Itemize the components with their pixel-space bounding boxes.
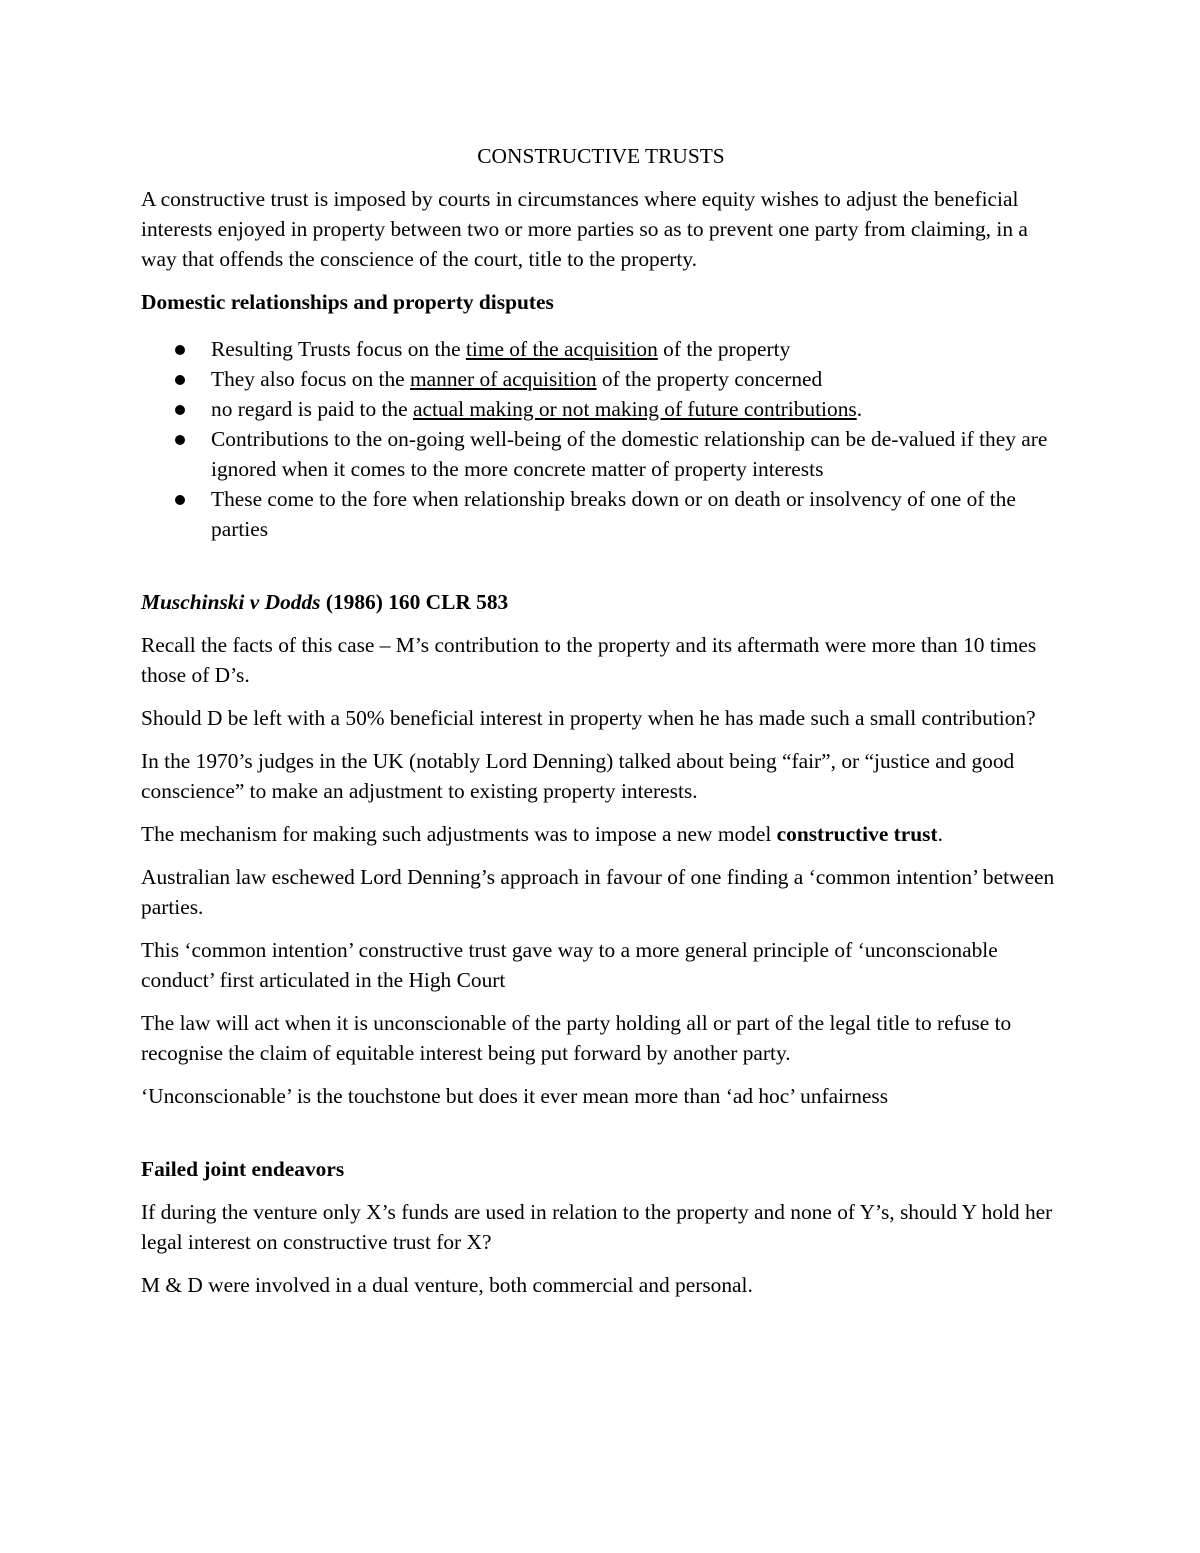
paragraph: This ‘common intention’ constructive trust gave way to a more general principle of ‘unconscionable conduct’ first articulated in the High Court <box>141 938 998 992</box>
document-body <box>141 141 1061 1313</box>
bullet-list <box>141 334 1061 544</box>
list-item: no regard is paid to the actual making or not making of future contributions. <box>141 394 1061 424</box>
underlined-text: time of the acquisition <box>465 337 658 361</box>
paragraph-mechanism: The mechanism for making such adjustments was to impose a new model constructive trust. <box>141 822 943 846</box>
section-heading-domestic: Domestic relationships and property disputes <box>141 290 554 314</box>
paragraph: The law will act when it is unconscionable of the party holding all or part of the legal title to refuse to recognise the claim of equitable interest being put forward by another party. <box>141 1011 1012 1065</box>
case-heading <box>141 587 1061 617</box>
bullet-icon <box>175 375 185 385</box>
section-heading-failed-joint: Failed joint endeavors <box>141 1157 345 1181</box>
case-citation: (1986) 160 CLR 583 <box>320 590 509 614</box>
bullet-icon <box>175 495 185 505</box>
list-item: Resulting Trusts focus on the time of the acquisition of the property <box>141 334 1061 364</box>
paragraph: Recall the facts of this case – M’s contribution to the property and its aftermath were more than 10 times those of D’s. <box>141 633 1037 687</box>
paragraph: Australian law eschewed Lord Denning’s approach in favour of one finding a ‘common intention’ between parties. <box>141 865 1055 919</box>
paragraph: M & D were involved in a dual venture, both commercial and personal. <box>141 1273 753 1297</box>
list-item: These come to the fore when relationship breaks down or on death or insolvency of one of the parties <box>141 484 1061 544</box>
paragraph: If during the venture only X’s funds are used in relation to the property and none of Y’s, should Y hold her legal interest on constructive trust for X? <box>141 1200 1053 1254</box>
spacer <box>141 557 1061 587</box>
bullet-icon <box>175 345 185 355</box>
underlined-text: actual making or not making of future contributions <box>412 397 857 421</box>
underlined-text: manner of acquisition <box>410 367 597 391</box>
paragraph: In the 1970’s judges in the UK (notably Lord Denning) talked about being “fair”, or “justice and good conscience” to make an adjustment to existing property interests. <box>141 749 1015 803</box>
bullet-icon <box>175 405 185 415</box>
bold-term: constructive trust <box>776 822 938 846</box>
list-item: They also focus on the manner of acquisition of the property concerned <box>141 364 1061 394</box>
spacer <box>141 1124 1061 1154</box>
paragraph: ‘Unconscionable’ is the touchstone but does it ever mean more than ‘ad hoc’ unfairness <box>141 1084 889 1108</box>
bullet-icon <box>175 435 185 445</box>
paragraph: Should D be left with a 50% beneficial interest in property when he has made such a small contribution? <box>141 706 1036 730</box>
page-title: CONSTRUCTIVE TRUSTS <box>477 144 725 168</box>
case-name: Muschinski v Dodds <box>141 590 321 614</box>
list-item: Contributions to the on-going well-being of the domestic relationship can be de-valued if they are ignored when it comes to the more concrete matter of property interests <box>141 424 1061 484</box>
intro-paragraph: A constructive trust is imposed by courts in circumstances where equity wishes to adjust the beneficial interests enjoyed in property between two or more parties so as to prevent one party from claiming, in a way that offends the conscience of the court, title to the property. <box>141 187 1028 271</box>
